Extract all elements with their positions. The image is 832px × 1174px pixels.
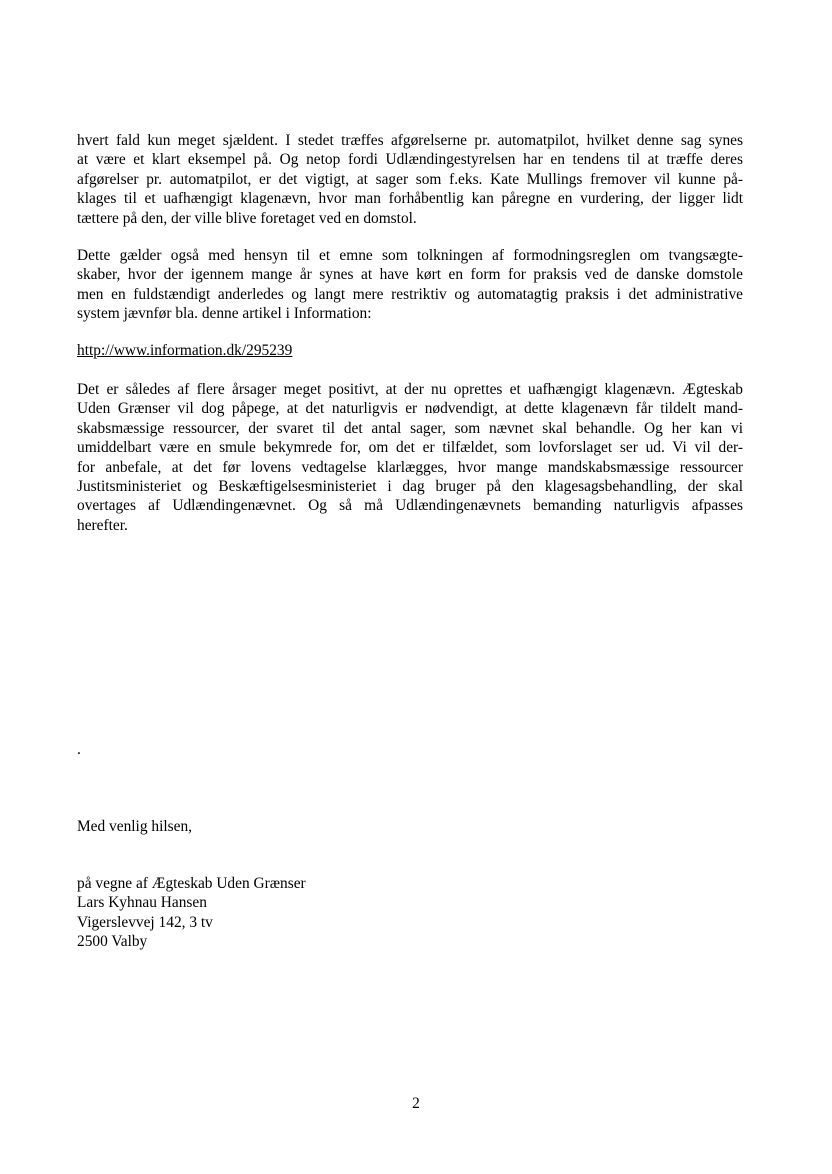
paragraph-line: tættere på den, der ville blive foretaget ved en domstol. bbox=[77, 209, 417, 227]
paragraph-line: umiddelbart være en smule bekymrede for, om det er tilfældet, som lovforslaget ser ud. Vi vil der- bbox=[77, 439, 743, 457]
paragraph-line: skabsmæssige ressourcer, der svaret til det antal sager, som nævnet skal behandle. Og her kan vi bbox=[77, 419, 743, 437]
paragraph-line: herefter. bbox=[77, 516, 128, 534]
paragraph-line: overtages af Udlændingenævnet. Og så må Udlændingenævnets bemanding naturligvis afpasses bbox=[77, 497, 743, 515]
paragraph-2 bbox=[77, 246, 743, 324]
paragraph-line: hvert fald kun meget sjældent. I stedet træffes afgørelserne pr. automatpilot, hvilket denne sag synes bbox=[77, 132, 743, 149]
stray-period-mark: . bbox=[77, 741, 81, 758]
signature-on-behalf: på vegne af Ægteskab Uden Grænser bbox=[77, 875, 306, 892]
paragraph-line: at være et klart eksempel på. Og netop fordi Udlændingestyrelsen har en tendens til at træffe deres bbox=[77, 151, 743, 169]
paragraph-line: for anbefale, at det før lovens vedtagelse klarlægges, hvor mange mandskabsmæssige ressourcer bbox=[77, 458, 743, 476]
signature-city: 2500 Valby bbox=[77, 933, 148, 951]
information-article-link[interactable]: http://www.information.dk/295239 bbox=[77, 342, 293, 359]
paragraph-line: system jævnfør bla. denne artikel i Information: bbox=[77, 305, 372, 323]
signature-name: Lars Kyhnau Hansen bbox=[77, 894, 207, 912]
paragraph-line: klages til et uafhængigt klagenævn, hvor man forhåbentlig kan påregne en vurdering, der ligger lidt bbox=[77, 190, 743, 208]
paragraph-line: Uden Grænser vil dog påpege, at det naturligvis er nødvendigt, at dette klagenævn får tildelt mand- bbox=[77, 400, 743, 418]
paragraph-line: Det er således af flere årsager meget positivt, at der nu oprettes et uafhængigt klagenævn. Ægteskab bbox=[77, 381, 743, 398]
paragraph-1 bbox=[77, 131, 743, 228]
page-number: 2 bbox=[412, 1095, 420, 1112]
paragraph-line: Dette gælder også med hensyn til et emne som tolkningen af formodningsreglen om tvangsægte- bbox=[77, 247, 743, 264]
closing-salutation: Med venlig hilsen, bbox=[77, 818, 192, 835]
paragraph-line: men en fuldstændigt anderledes og langt mere restriktiv og automatagtig praksis i det administrative bbox=[77, 285, 743, 303]
paragraph-line: skaber, hvor der igennem mange år synes at have kørt en form for praksis ved de danske domstole bbox=[77, 266, 743, 284]
paragraph-line: Justitsministeriet og Beskæftigelsesministeriet i dag bruger på den klagesagsbehandling, der skal bbox=[77, 478, 743, 496]
paragraph-line: afgørelser pr. automatpilot, er det vigtigt, at sager som f.eks. Kate Mullings fremover vil kunne på- bbox=[77, 170, 743, 188]
signature-block bbox=[77, 874, 306, 952]
signature-street: Vigerslevvej 142, 3 tv bbox=[77, 913, 213, 931]
paragraph-3 bbox=[77, 380, 743, 535]
